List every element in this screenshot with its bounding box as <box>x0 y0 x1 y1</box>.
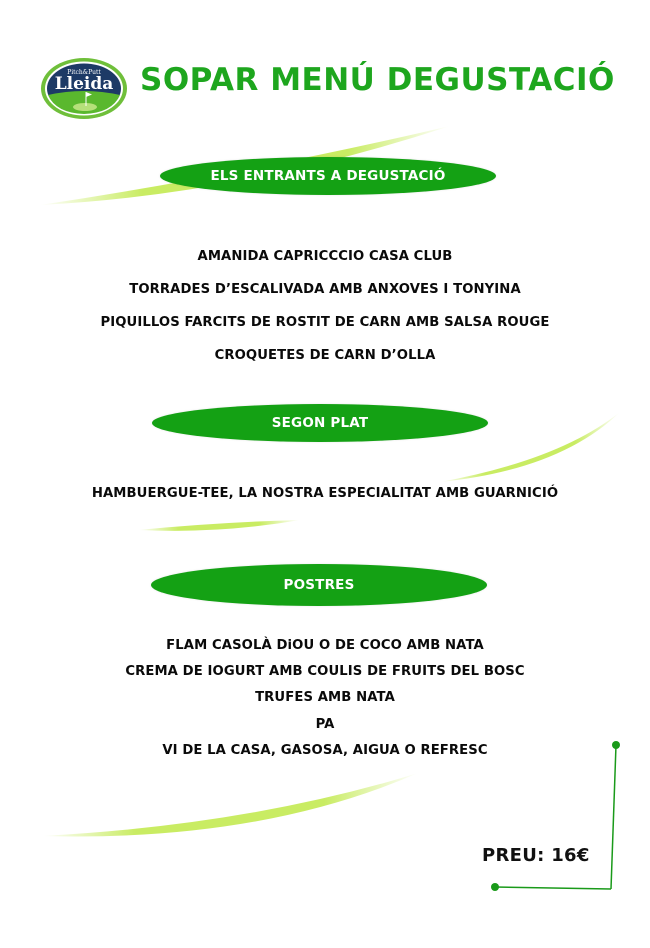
page-title: SOPAR MENÚ DEGUSTACIÓ <box>140 62 615 98</box>
club-logo <box>40 57 128 120</box>
menu-item: FLAM CASOLÀ DiOU O DE COCO AMB NATA <box>166 638 484 653</box>
section-header-dessert <box>151 564 487 606</box>
section-label-starters: ELS ENTRANTS A DEGUSTACIÓ <box>210 168 446 184</box>
menu-item: HAMBUERGUE-TEE, LA NOSTRA ESPECIALITAT AMB GUARNICIÓ <box>91 486 559 501</box>
section-header-main <box>152 404 488 442</box>
price-label: PREU: 16€ <box>482 845 590 866</box>
section-label-dessert: POSTRES <box>283 577 355 593</box>
corner-line-horizontal <box>495 887 611 889</box>
menu-item: PA <box>315 717 335 732</box>
section-header-starters <box>160 157 496 195</box>
menu-item: AMANIDA CAPRICCCIO CASA CLUB <box>197 249 453 264</box>
menu-item: PIQUILLOS FARCITS DE ROSTIT DE CARN AMB SALSA ROUGE <box>100 315 550 330</box>
logo-name: Lleida <box>54 74 114 94</box>
menu-item: TRUFES AMB NATA <box>255 690 395 705</box>
menu-item: VI DE LA CASA, GASOSA, AIGUA O REFRESC <box>162 743 488 758</box>
menu-item: CREMA DE IOGURT AMB COULIS DE FRUITS DEL BOSC <box>125 664 525 679</box>
logo-small-text: Pitch&Putt <box>67 69 101 76</box>
swoosh-bottom <box>42 773 418 836</box>
menu-item: CROQUETES DE CARN D’OLLA <box>214 348 436 363</box>
menu-item: TORRADES D’ESCALIVADA AMB ANXOVES I TONYINA <box>129 282 521 297</box>
corner-line-vertical <box>611 745 616 889</box>
swoosh-small <box>138 520 300 531</box>
corner-dot-bottom <box>491 883 499 891</box>
section-label-main: SEGON PLAT <box>271 415 369 431</box>
